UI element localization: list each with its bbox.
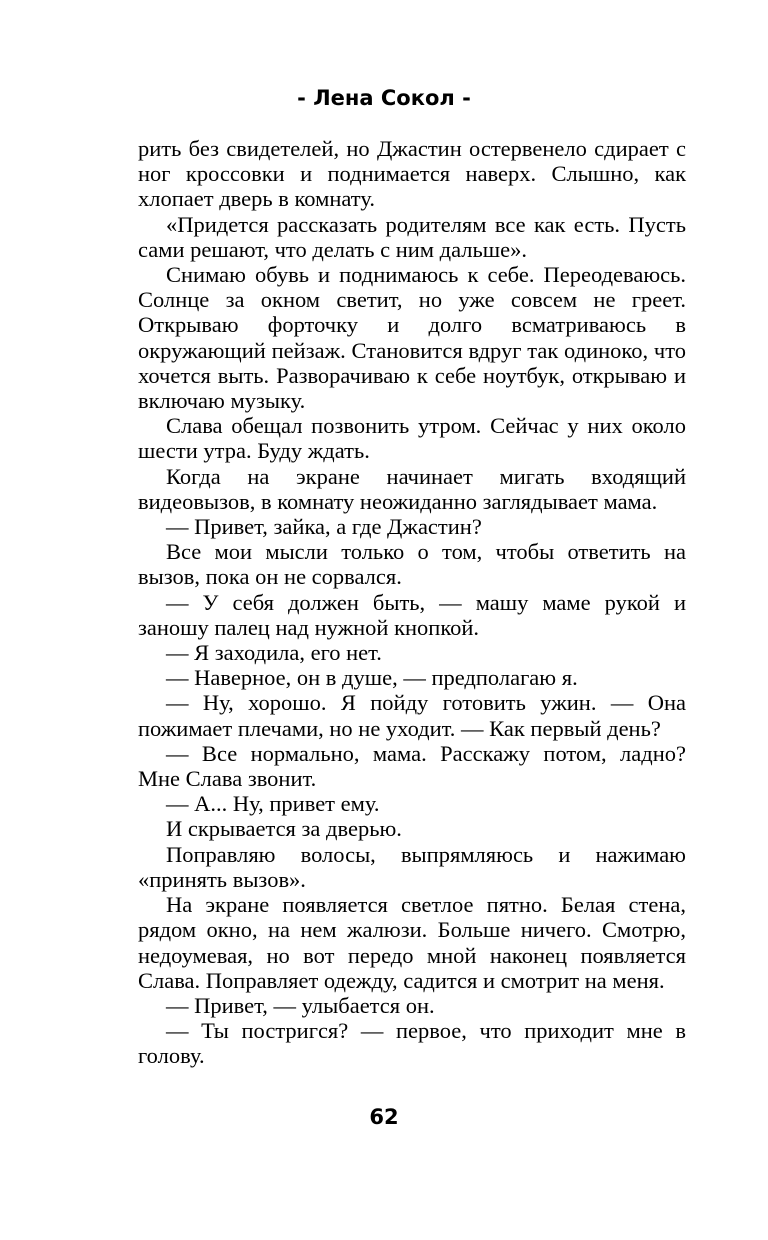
dialogue-line: — Я заходила, его нет. bbox=[166, 640, 382, 666]
paragraph: Снимаю обувь и поднимаюсь к себе. Переодеваюсь. Солнце за окном светит, но уже совсем не греет. Открываю форточку и долго всматриваюсь в окружающий пейзаж. Становится вдруг так одиноко, что хочется выть. Разворачиваю к себе ноутбук, открываю и включаю музыку. bbox=[138, 262, 686, 414]
dialogue-line: — Привет, — улыбается он. bbox=[166, 992, 435, 1018]
dialogue-line: — У себя должен быть, — машу маме рукой и заношу палец над нужной кнопкой. bbox=[138, 589, 686, 640]
dialogue-line: — Ну, хорошо. Я пойду готовить ужин. — Она пожимает плечами, но не уходит. — Как первый день? bbox=[138, 690, 686, 741]
dialogue-line: — Все нормально, мама. Расскажу потом, ладно? Мне Слава звонит. bbox=[138, 740, 686, 792]
paragraph: Поправляю волосы, выпрямляюсь и нажимаю «принять вызов». bbox=[138, 841, 686, 892]
dialogue-line: — Привет, зайка, а где Джастин? bbox=[166, 514, 482, 540]
page-text bbox=[138, 136, 686, 1069]
paragraph: И скрывается за дверью. bbox=[166, 816, 402, 842]
page-number: 62 bbox=[369, 1105, 399, 1129]
running-header: - Лена Сокол - bbox=[297, 86, 471, 110]
paragraph: На экране появляется светлое пятно. Белая стена, рядом окно, на нем жалюзи. Больше ничего. Смотрю, недоумевая, но вот передо мной наконец появляется Слава. Поправляет одежду, садится и смотрит на меня. bbox=[138, 892, 686, 993]
paragraph: Когда на экране начинает мигать входящий видеовызов, в комнату неожиданно заглядывает мама. bbox=[138, 463, 686, 514]
paragraph: «Придется рассказать родителям все как есть. Пусть сами решают, что делать с ним дальше». bbox=[138, 211, 686, 262]
paragraph: Слава обещал позвонить утром. Сейчас у них около шести утра. Буду ждать. bbox=[138, 413, 686, 464]
dialogue-line: — Наверное, он в душе, — предполагаю я. bbox=[166, 665, 578, 691]
dialogue-line: — Ты постригся? — первое, что приходит мне в голову. bbox=[138, 1018, 686, 1069]
dialogue-line: — А... Ну, привет ему. bbox=[166, 791, 380, 817]
paragraph: Все мои мысли только о том, чтобы ответить на вызов, пока он не сорвался. bbox=[138, 539, 686, 590]
paragraph-continued: рить без свидетелей, но Джастин остервенело сдирает с ног кроссовки и поднимается наверх. Слышно, как хлопает дверь в комнату. bbox=[138, 136, 686, 212]
